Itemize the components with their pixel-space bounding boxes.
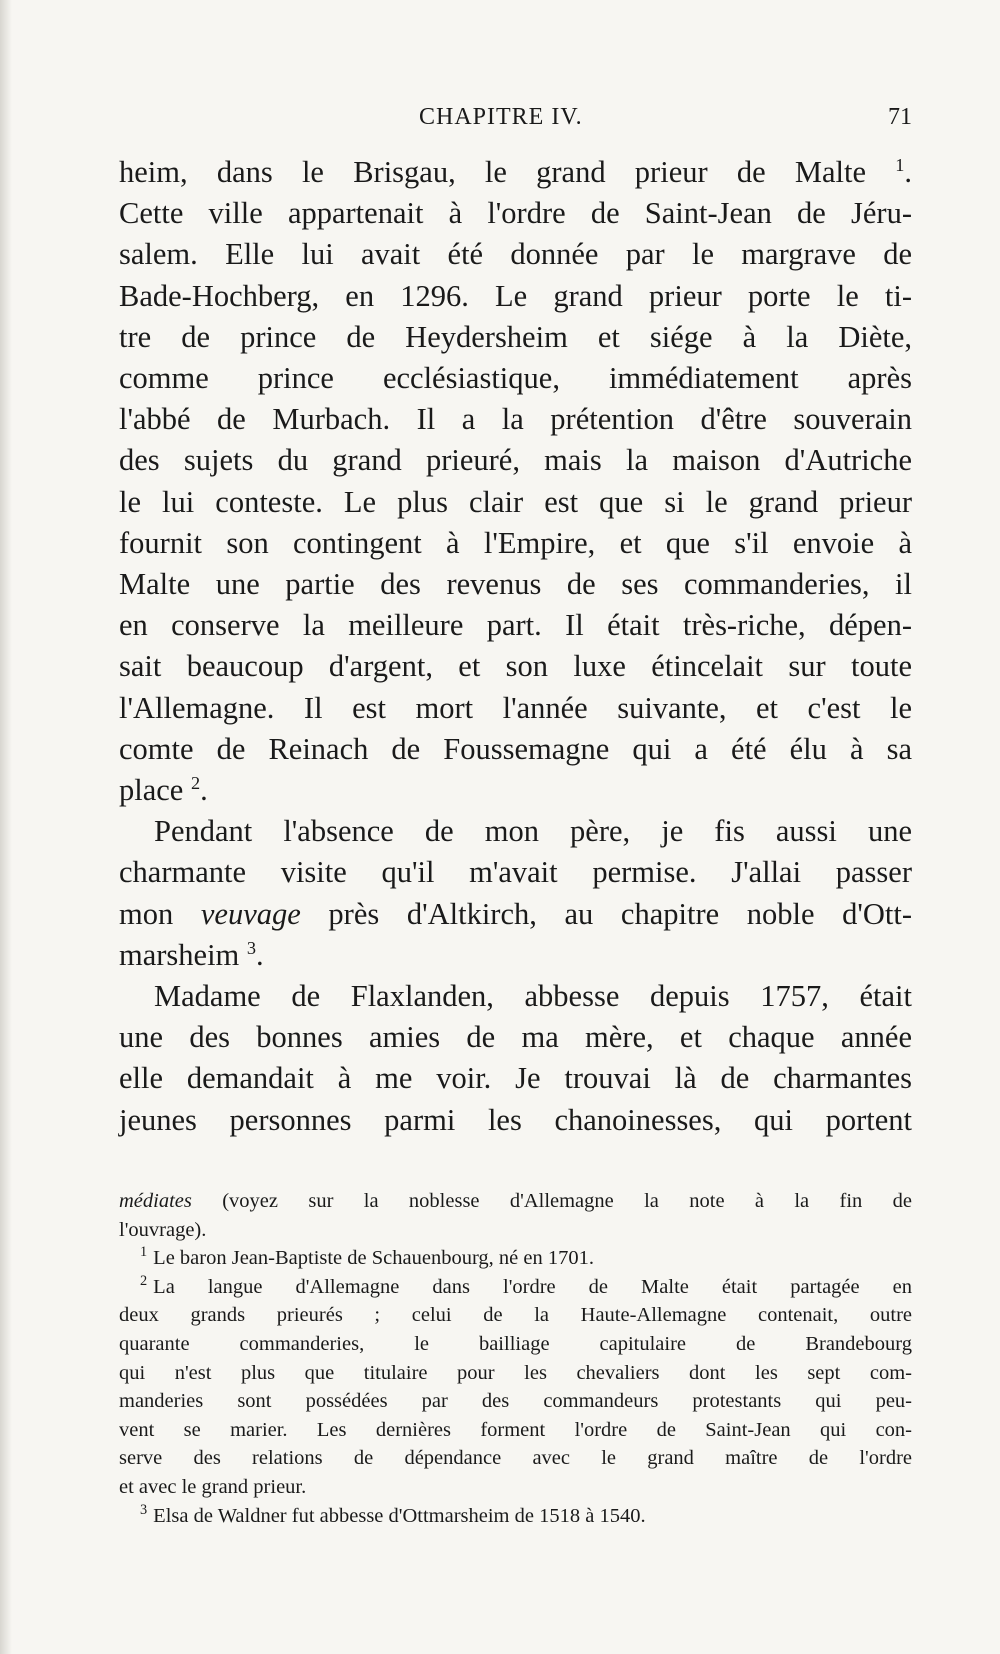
footnote-mark: 2 xyxy=(140,1272,148,1289)
body-line: comte de Reinach de Foussemagne qui a été élu à sa xyxy=(119,731,912,766)
footnote-line: manderies sont possédées par des commandeurs protestants qui peu- xyxy=(119,1390,912,1413)
body-line: comme prince ecclésiastique, immédiatement après xyxy=(119,361,912,396)
footnote-line: médiates (voyez sur la noblesse d'Allemagne la note à la fin de xyxy=(119,1190,912,1212)
page-edge xyxy=(0,0,12,1654)
footnote-line: serve des relations de dépendance avec le grand maître de l'ordre xyxy=(119,1447,912,1470)
footnote-3: $^3$ Elsa de Waldner fut abbesse d'Ottmarsheim de 1518 à 1540. xyxy=(140,1501,646,1527)
body-line: l'abbé de Murbach. Il a la prétention d'être souverain xyxy=(119,402,912,437)
body-line: sait beaucoup d'argent, et son luxe étincelait sur toute xyxy=(119,649,912,684)
footnote-ref: 3 xyxy=(246,937,257,958)
page-header xyxy=(119,104,912,140)
body-line: elle demandait à me voir. Je trouvai là de charmantes xyxy=(119,1061,912,1096)
body-line: Bade-Hochberg, en 1296. Le grand prieur porte le ti- xyxy=(119,278,912,313)
footnote-mark: 1 xyxy=(140,1244,148,1261)
body-line: Madame de Flaxlanden, abbesse depuis 1757, était xyxy=(154,979,912,1014)
body-line: mon veuvage près d'Altkirch, au chapitre noble d'Ott- xyxy=(119,896,913,931)
body-line: des sujets du grand prieuré, mais la maison d'Autriche xyxy=(119,443,912,478)
body-line: le lui conteste. Le plus clair est que si le grand prieur xyxy=(119,484,912,519)
footnote-1: $^1$ Le baron Jean-Baptiste de Schauenbourg, né en 1701. xyxy=(140,1244,594,1270)
footnote-line: l'ouvrage). xyxy=(119,1218,207,1241)
footnote-line: quarante commanderies, le bailliage capitulaire de Brandebourg xyxy=(119,1332,912,1355)
footnote-line: et avec le grand prieur. xyxy=(119,1475,307,1498)
body-line: charmante visite qu'il m'avait permise. J'allai passer xyxy=(119,855,912,890)
footnote-line: qui n'est plus que titulaire pour les chevaliers dont les sept com- xyxy=(119,1361,912,1384)
body-line: l'Allemagne. Il est mort l'année suivante, et c'est le xyxy=(119,690,912,725)
footnotes xyxy=(119,1187,912,1530)
body-line: en conserve la meilleure part. Il était très-riche, dépen- xyxy=(119,608,912,643)
footnote-mark: 3 xyxy=(140,1501,148,1518)
footnote-line: vent se marier. Les dernières forment l'ordre de Saint-Jean qui con- xyxy=(119,1418,912,1441)
body-line: marsheim $^3$. xyxy=(119,937,264,972)
body-text xyxy=(119,152,912,1141)
page-number: 71 xyxy=(888,104,912,130)
body-line: Cette ville appartenait à l'ordre de Saint-Jean de Jéru- xyxy=(119,196,912,231)
body-line: salem. Elle lui avait été donnée par le margrave de xyxy=(119,237,912,272)
body-line: place $^2$. xyxy=(119,772,208,808)
footnote-ref: 2 xyxy=(190,772,201,793)
body-line: Pendant l'absence de mon père, je fis aussi une xyxy=(154,814,912,849)
body-line: Malte une partie des revenus de ses commanderies, il xyxy=(119,567,912,602)
footnote-line: deux grands prieurés ; celui de la Haute-Allemagne contenait, outre xyxy=(119,1304,912,1327)
body-line: une des bonnes amies de ma mère, et chaque année xyxy=(119,1020,912,1055)
body-line: heim, dans le Brisgau, le grand prieur de Malte $^1$. xyxy=(119,154,913,189)
footnote-2: $^2$ La langue d'Allemagne dans l'ordre de Malte était partagée en xyxy=(140,1272,912,1298)
body-line: tre de prince de Heydersheim et siége à la Diète, xyxy=(119,319,912,354)
body-line: jeunes personnes parmi les chanoinesses, qui portent xyxy=(119,1102,912,1137)
running-head: CHAPITRE IV. xyxy=(419,104,583,130)
footnote-ref: 1 xyxy=(895,154,905,175)
body-line: fournit son contingent à l'Empire, et que s'il envoie à xyxy=(119,525,912,560)
